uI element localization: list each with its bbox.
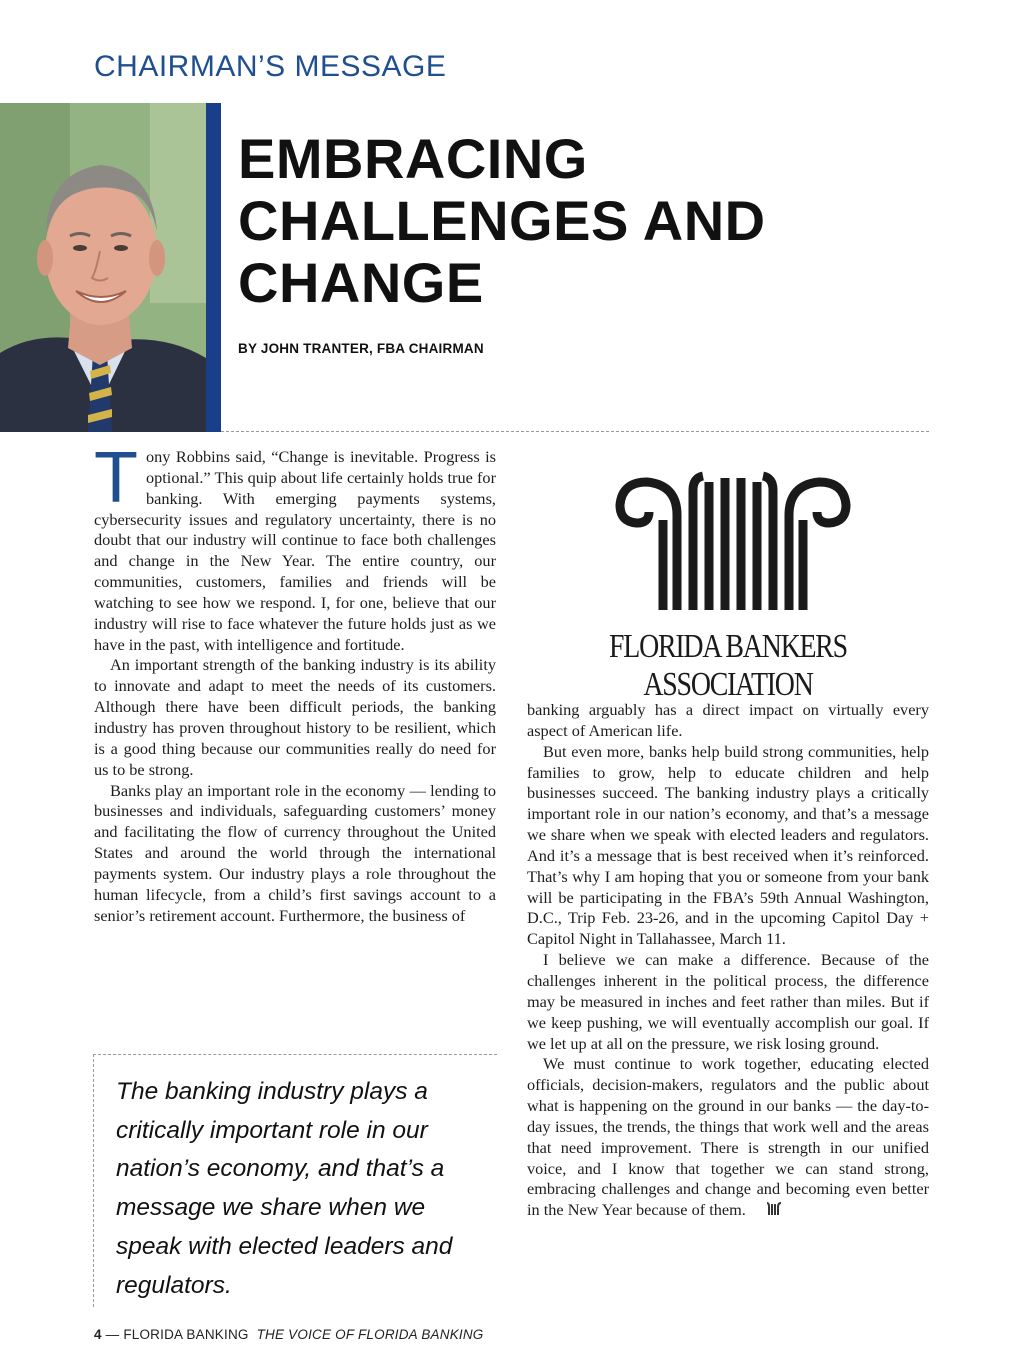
fba-logo bbox=[527, 460, 929, 703]
publication-tagline: THE VOICE OF FLORIDA BANKING bbox=[256, 1327, 484, 1342]
headline-line-1: EMBRACING bbox=[238, 127, 588, 190]
header-divider bbox=[221, 431, 929, 432]
pull-quote-text: The banking industry plays a critically important role in our nation’s economy, and that’s a message we share when we speak with elected leaders and regulators. bbox=[116, 1078, 453, 1299]
pull-quote-box bbox=[93, 1054, 497, 1307]
logo-wordmark: FLORIDA BANKERS ASSOCIATION bbox=[609, 628, 847, 703]
accent-bar bbox=[206, 103, 221, 432]
article-paragraph: An important strength of the banking industry is its ability to innovate and adapt to meet the needs of its customers. Although there have been difficult periods, the banking industry has proven throughout history to be resilient, which is a good thing because our communities really do need for us to be strong. bbox=[94, 655, 496, 779]
page-number: 4 bbox=[94, 1327, 102, 1342]
article-headline bbox=[238, 128, 938, 314]
article-paragraph: Banks play an important role in the economy — lending to businesses and individuals, safeguarding customers’ money and facilitating the flow of currency throughout the United States and around the world through the international payments system. Our industry plays a role throughout the human lifecycle, from a child’s first savings account to a senior’s retirement account. Furthermore, the business of bbox=[94, 780, 496, 925]
article-paragraph: banking arguably has a direct impact on virtually every aspect of American life. bbox=[527, 700, 929, 740]
article-column-left bbox=[94, 438, 496, 926]
portrait-illustration bbox=[0, 103, 206, 432]
section-label: CHAIRMAN’S MESSAGE bbox=[94, 50, 447, 83]
page-footer bbox=[94, 1327, 484, 1342]
byline: BY JOHN TRANTER, FBA CHAIRMAN bbox=[238, 341, 484, 356]
article-paragraph: But even more, banks help build strong communities, help families to grow, help to educate children and help businesses succeed. The banking industry plays a critically important role in our nation’s economy, and that’s a message we share when we speak with elected leaders and regulators. And it’s a message that is best received when it’s reinforced. That’s why I am hoping that you or someone from your bank will be participating in the FBA’s 59th Annual Washington, D.C., Trip Feb. 23-26, and in the upcoming Capitol Day + Capitol Night in Tallahassee, March 11. bbox=[527, 741, 929, 949]
article-paragraph bbox=[94, 438, 496, 655]
end-mark-icon bbox=[750, 1201, 782, 1222]
paragraph-text: ony Robbins said, “Change is inevitable. Progress is optional.” This quip about life certainly holds true for banking. With emerging payments systems, cybersecurity issues and regulatory uncertainty, there is no doubt that our industry will continue to face both challenges and change in the New Year. The entire country, our communities, customers, families and friends will be watching to see how we respond. I, for one, believe that our industry will rise to face whatever the future holds just as we have in the past, with intelligence and fortitude. bbox=[94, 447, 496, 654]
article-paragraph: I believe we can make a difference. Because of the challenges inherent in the political process, the difference may be measured in inches and feet rather than miles. But if we keep pushing, we will eventually accomplish our goal. If we let up at all on the pressure, we risk losing ground. bbox=[527, 950, 929, 1053]
headline-line-2: CHALLENGES AND bbox=[238, 189, 766, 252]
article-column-right bbox=[527, 700, 929, 1222]
headline-line-3: CHANGE bbox=[238, 251, 484, 314]
drop-cap: T bbox=[94, 438, 138, 518]
chairman-portrait bbox=[0, 103, 206, 432]
publication-name: — FLORIDA BANKING bbox=[101, 1327, 249, 1342]
fba-columns-logo-icon bbox=[527, 460, 929, 625]
article-paragraph bbox=[527, 1054, 929, 1222]
paragraph-text: We must continue to work together, educating elected officials, decision-makers, regulators and the public about what is happening on the ground in our banks — the day-to-day issues, the trends, the things that work well and the areas that need improvement. There is strength in our unified voice, and I know that together we can stand strong, embracing challenges and change and becoming even better in the New Year because of them. bbox=[527, 1054, 929, 1220]
